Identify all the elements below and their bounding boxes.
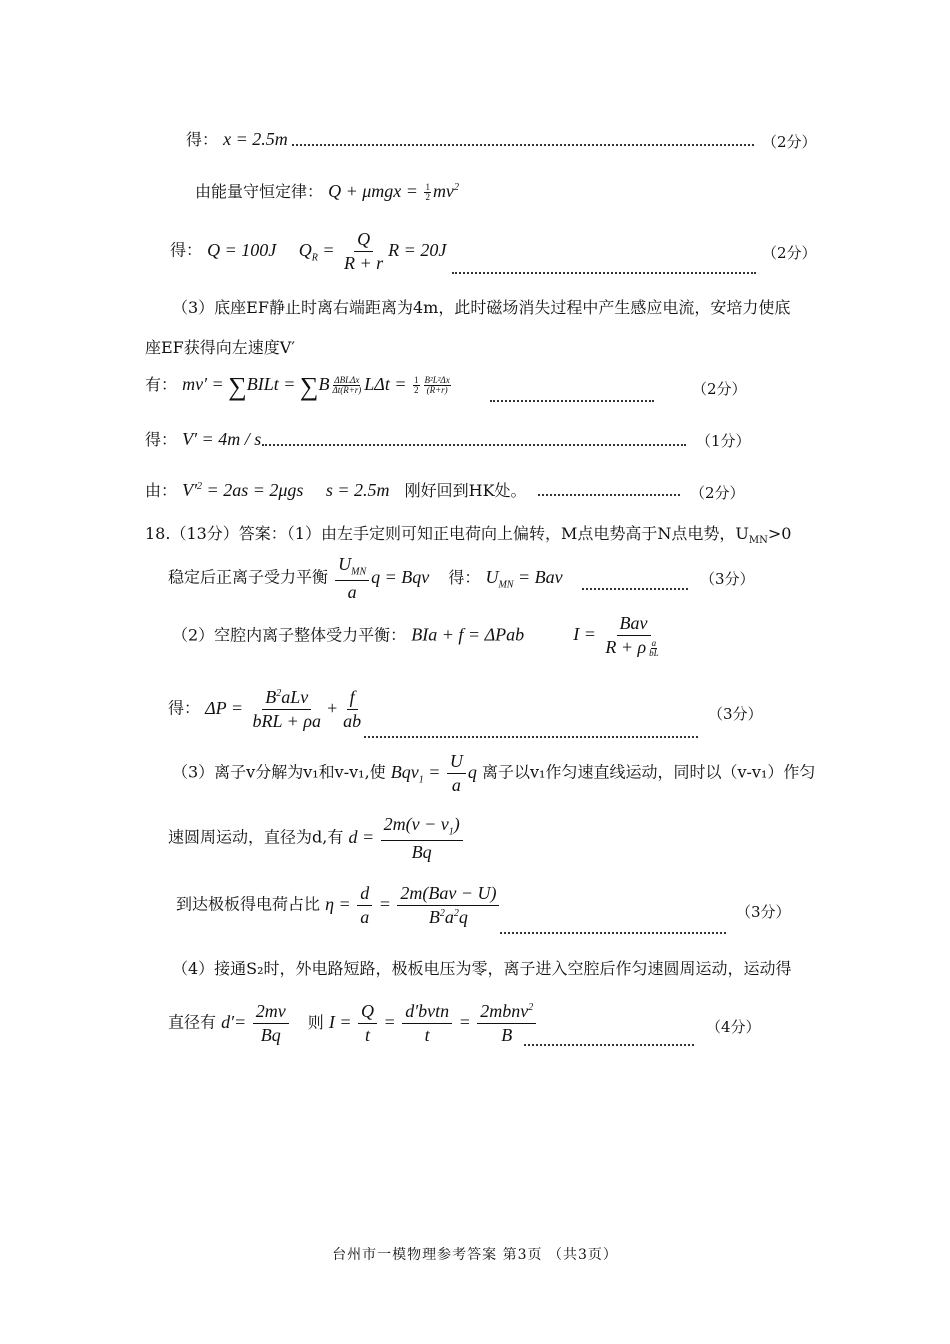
line-label: 得：	[145, 430, 178, 449]
page-footer: 台州市一模物理参考答案 第3页 （共3页）	[332, 1247, 618, 1263]
q18-part-3	[172, 752, 815, 795]
formula-ratio: η = $\frac{d}{a}$ = $\frac{\text{2m(Bav − U)}}{B^2a^2q}$	[325, 894, 501, 914]
dotted-leader	[364, 736, 698, 738]
intro-text: 18.（13分）答案：（1）由左手定则可知正电荷向上偏转，M点电势高于N点电势，U	[145, 524, 749, 543]
line-mid: 得：	[448, 567, 481, 587]
formula-momentum: mv′ = ∑BILt = ∑B $\frac{\text{ΔBLΔx}}{\Delta t(R+r)}$ LΔt = $\frac{1}{2}$ $\frac{\text{B²L²Δx}}{(R+r)}$	[182, 372, 450, 401]
formula-q: Q = 100J $Q_R$ = $\frac{Q}{R + r}$ R = 20J	[207, 229, 447, 273]
score-label: （2分）	[762, 133, 817, 151]
score-label: （1分）	[696, 432, 751, 450]
score-label: （3分）	[708, 705, 763, 723]
formula-d-prime: d′= $\frac{2mv}{Bq}$	[221, 1012, 291, 1032]
q18-part-3-line2	[168, 815, 465, 862]
q18-part-4: （4）接通S₂时，外电路短路，极板电压为零，离子进入空腔后作匀速圆周运动，运动得	[172, 959, 792, 978]
formula-umn: $U_{MN}$ = Bav	[485, 566, 563, 591]
q18-line-1	[168, 555, 563, 602]
answer-line-6	[145, 481, 527, 499]
formula-current: I = Bav R + ρ $\frac{a}{bL}$	[573, 613, 659, 659]
score-label: （3分）	[700, 570, 755, 588]
q18-part-2	[172, 614, 667, 659]
line-text: 到达极板得电荷占比	[176, 894, 321, 914]
paragraph-3-line2: 座EF获得向左速度V′	[145, 338, 295, 357]
line-label: 有：	[145, 375, 178, 394]
formula-balance: $\frac{U_{MN}}{a}$ q = Bqv	[333, 567, 429, 587]
paragraph-3-line1: （3）底座EF静止时离右端距离为4m，此时磁场消失过程中产生感应电流，安培力使底	[172, 298, 791, 317]
dotted-leader	[500, 932, 726, 934]
answer-line-3	[170, 230, 446, 273]
line-label: 得：	[168, 698, 201, 718]
line-label: 得：	[170, 240, 203, 260]
answer-line-4	[145, 374, 453, 400]
formula-velocity: V′ = 4m / s	[182, 429, 262, 449]
answer-line-2	[195, 182, 459, 203]
line-suffix: 刚好回到HK处。	[404, 481, 527, 500]
formula-energy: Q + μmgx = $\frac{1}{2}$ $mv^2$	[328, 181, 459, 203]
line-mid: 则	[307, 1012, 324, 1032]
formula-diameter: d = $\frac{2m(v - v_1)}{Bq}$	[348, 827, 464, 847]
q18-part-3-line3	[176, 884, 501, 927]
line-text-b: 离子以v₁作匀速直线运动，同时以（v-v₁）作匀	[482, 762, 816, 782]
q18-result-2	[168, 688, 366, 731]
dotted-leader	[490, 400, 654, 402]
line-label: （2）空腔内离子整体受力平衡：	[172, 625, 407, 645]
line-text: 直径有	[168, 1012, 217, 1032]
score-label: （2分）	[690, 484, 745, 502]
dotted-leader	[582, 588, 688, 590]
answer-line-5	[145, 430, 261, 448]
score-label: （2分）	[692, 380, 747, 398]
score-label: （4分）	[706, 1018, 761, 1036]
formula-distance: $V'^2 = 2as = 2\mu gs$ s = 2.5m	[182, 480, 390, 500]
formula-split: Bqv$_1$ = $\frac{U}{a}$ q	[390, 751, 477, 795]
answer-line-1	[186, 130, 288, 148]
formula-pressure: ΔP = $\frac{B^2aLv}{\text{bRL + ρa}}$ + $\frac{f}{ab}$	[205, 687, 362, 731]
formula-x: x = 2.5m	[223, 129, 288, 149]
dotted-leader	[538, 494, 680, 496]
question-18-intro	[145, 526, 791, 546]
formula-final-current: I = $\frac{Q}{t}$ = $\frac{\text{d′bvtn}}{t}$ = $\frac{2mbnv^2}{B}$	[329, 1012, 538, 1032]
line-label: 稳定后正离子受力平衡	[168, 567, 329, 587]
dotted-leader	[262, 444, 686, 446]
line-label: 得：	[186, 130, 219, 149]
dotted-leader	[524, 1044, 694, 1046]
line-text: 速圆周运动，直径为d,有	[168, 827, 344, 847]
dotted-leader	[452, 272, 756, 274]
line-text: （3）离子v分解为v₁和v-v₁,使	[172, 762, 386, 782]
dotted-leader	[292, 144, 754, 146]
intro-end: >0	[767, 524, 792, 543]
formula-force-balance: BIa + f = ΔPab	[411, 624, 525, 645]
q18-part-4-line2	[168, 1002, 538, 1045]
line-label: 由：	[145, 481, 178, 500]
intro-sub: MN	[748, 535, 768, 547]
score-label: （3分）	[736, 903, 791, 921]
line-label: 由能量守恒定律：	[195, 182, 324, 201]
score-label: （2分）	[762, 244, 817, 262]
